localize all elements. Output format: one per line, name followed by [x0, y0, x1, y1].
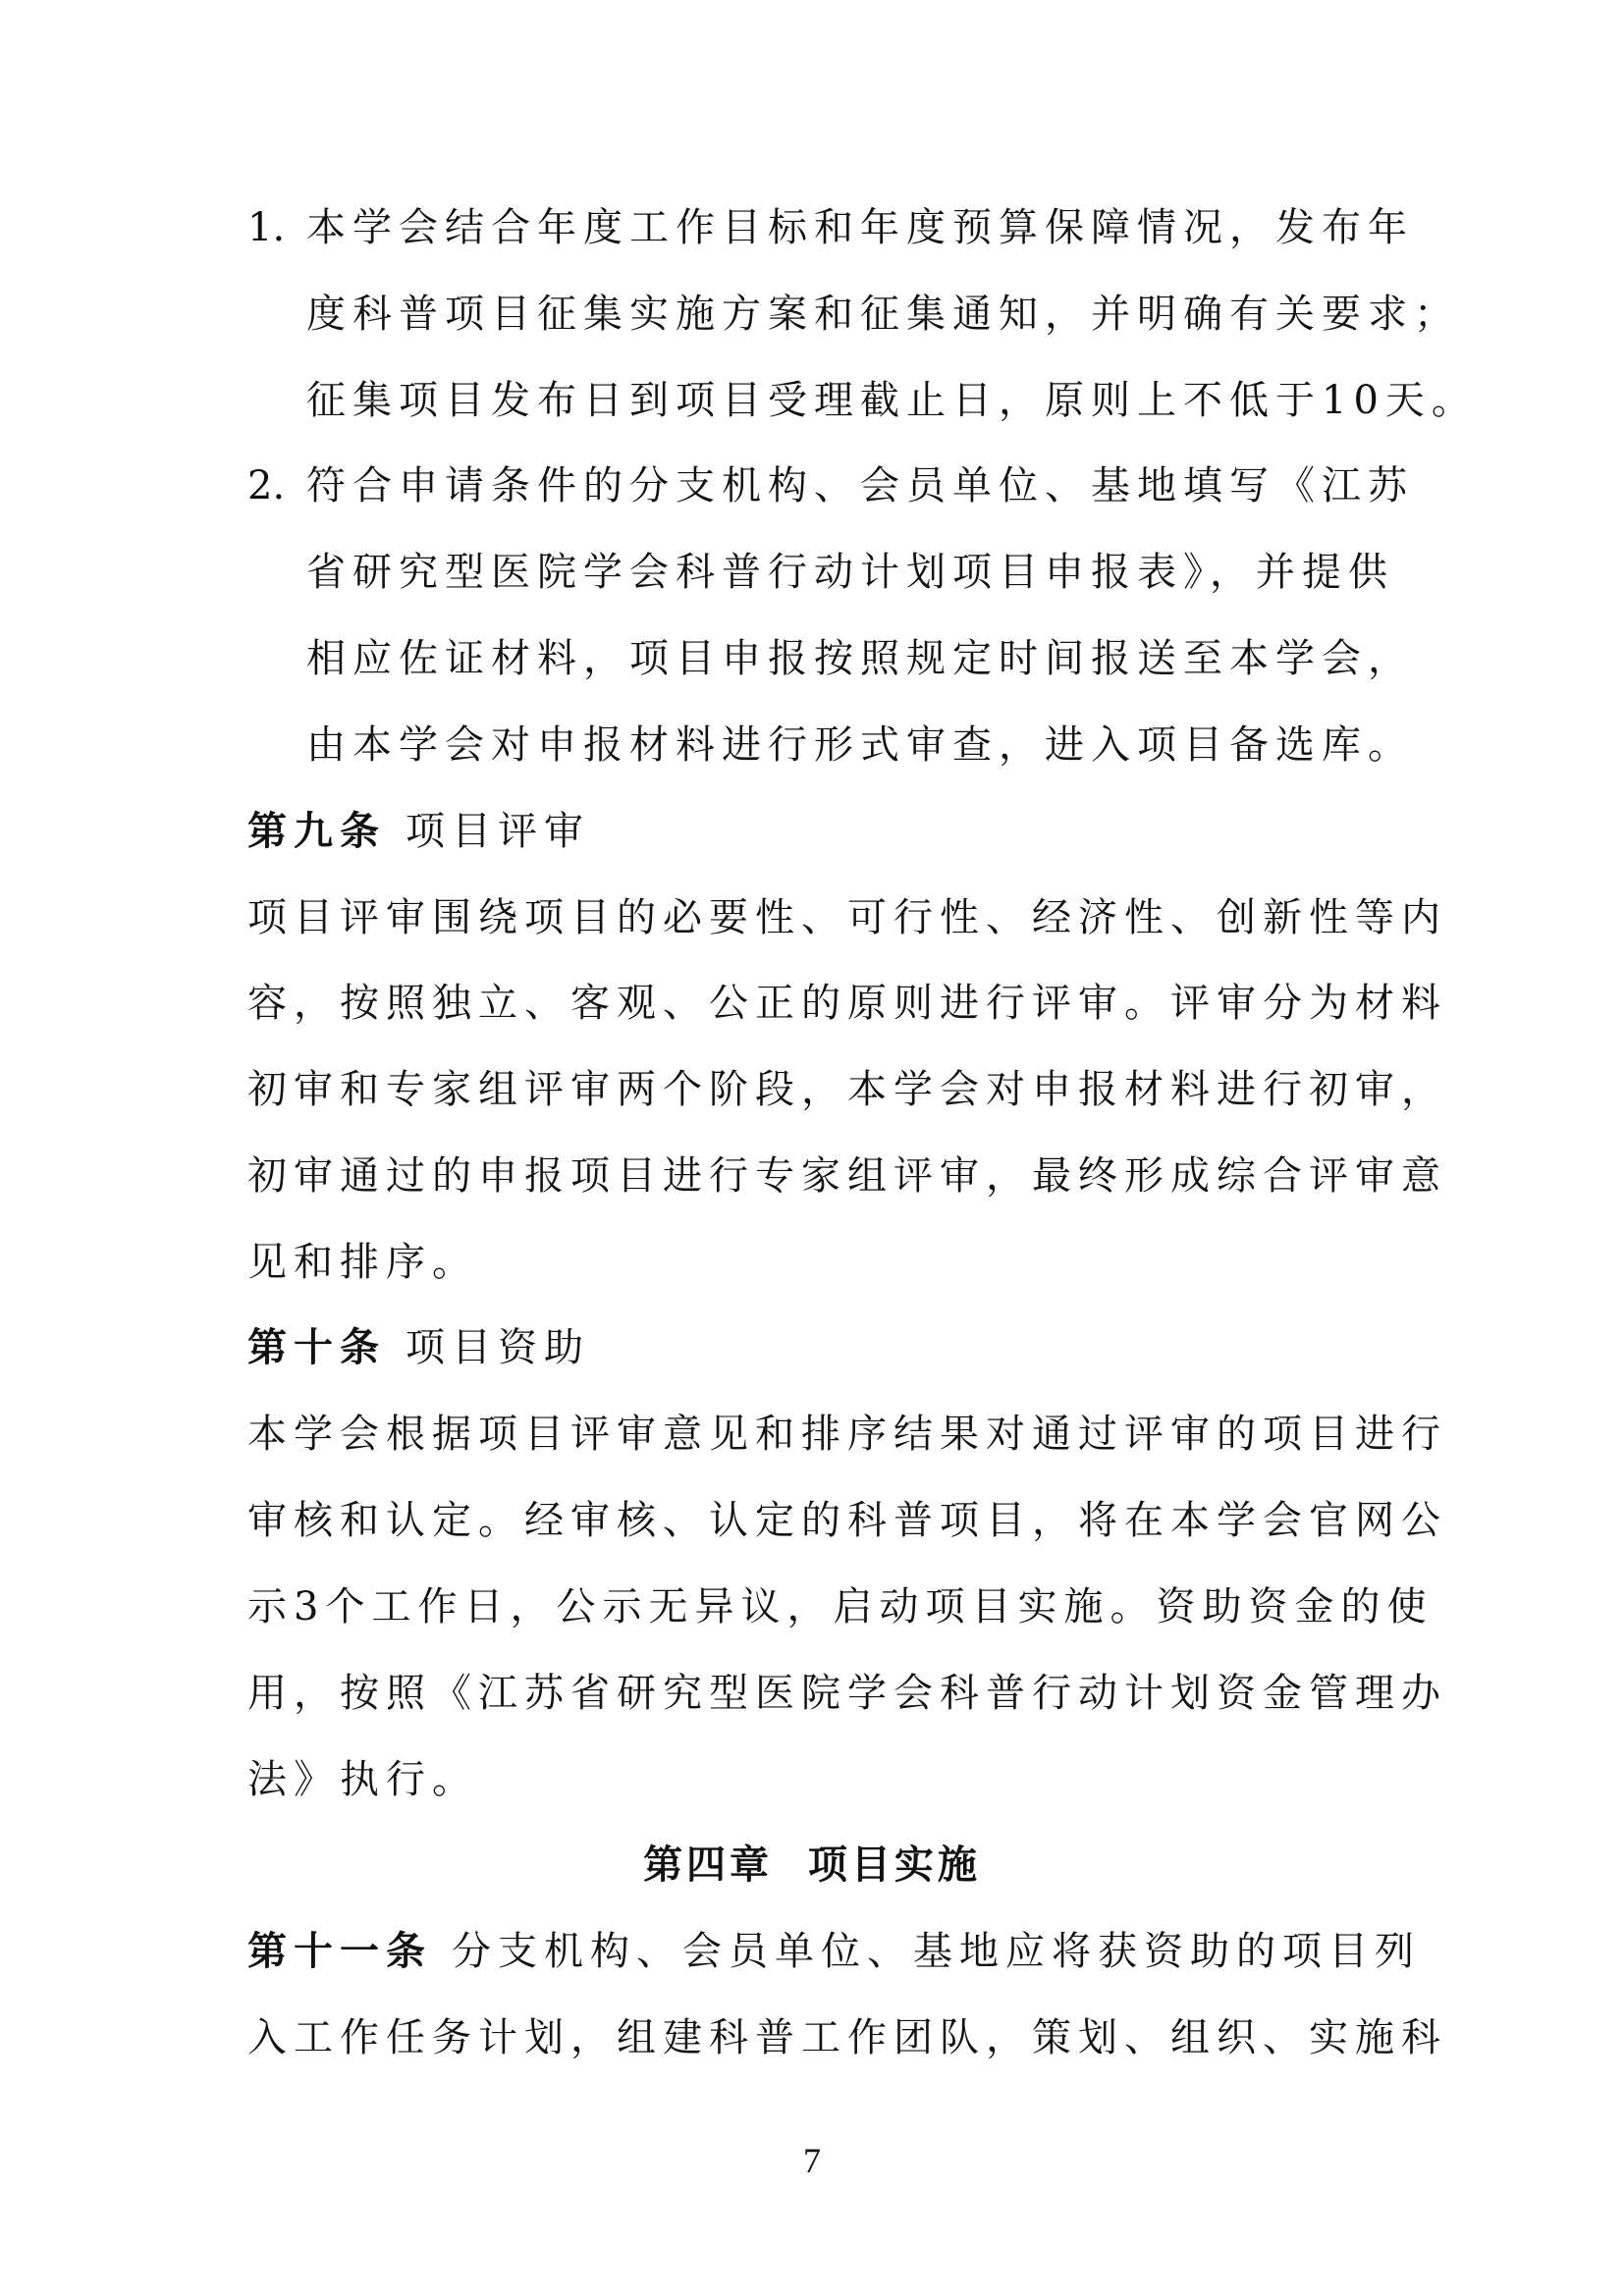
item2-line-1: 符合申请条件的分支机构、会员单位、基地填写《江苏	[306, 463, 1414, 508]
article9-line-1: 项目评审围绕项目的必要性、可行性、经济性、创新性等内	[247, 895, 1447, 940]
article11-first-line-text: 分支机构、会员单位、基地应将获资助的项目列	[452, 1929, 1421, 1974]
article9-line-2: 容，按照独立、客观、公正的原则进行评审。评审分为材料	[247, 981, 1447, 1026]
item2-line-3: 相应佐证材料，项目申报按照规定时间报送至本学会，	[306, 636, 1414, 681]
article10-line-1: 本学会根据项目评审意见和排序结果对通过评审的项目进行	[247, 1412, 1447, 1457]
article10-line-4: 用，按照《江苏省研究型医院学会科普行动计划资金管理办	[247, 1671, 1447, 1716]
article9-heading	[247, 802, 1386, 861]
item1-line-1: 本学会结合年度工作目标和年度预算保障情况，发布年	[306, 205, 1414, 250]
article11-line-2: 入工作任务计划，组建科普工作团队，策划、组织、实施科	[247, 2015, 1447, 2060]
article10-line-3: 示3个工作日，公示无异议，启动项目实施。资助资金的使	[247, 1584, 1434, 1629]
item2-line-2: 省研究型医院学会科普行动计划项目申报表》，并提供	[306, 550, 1394, 595]
article9-label: 第九条	[247, 808, 386, 854]
page-number: 7	[803, 2141, 821, 2180]
item2-line-4: 由本学会对申报材料进行形式审查，进入项目备选库。	[306, 722, 1414, 768]
article10-line-5: 法》执行。	[247, 1757, 478, 1802]
article9-title: 项目评审	[406, 809, 590, 854]
article11-label: 第十一条	[247, 1928, 432, 1974]
article11-line-1	[247, 1922, 1421, 1981]
article9-line-3: 初审和专家组评审两个阶段，本学会对申报材料进行初审，	[247, 1067, 1447, 1112]
item1-line-3: 征集项目发布日到项目受理截止日，原则上不低于10天。	[306, 378, 1478, 423]
article10-label: 第十条	[247, 1324, 386, 1370]
list-number-2: 2.	[247, 463, 286, 508]
list-number-1: 1.	[247, 205, 286, 250]
article10-line-2: 审核和认定。经审核、认定的科普项目，将在本学会官网公	[247, 1498, 1447, 1543]
article9-line-5: 见和排序。	[247, 1240, 478, 1285]
article10-heading	[247, 1318, 1386, 1377]
item1-line-2: 度科普项目征集实施方案和征集通知，并明确有关要求；	[306, 292, 1460, 337]
article9-line-4: 初审通过的申报项目进行专家组评审，最终形成综合评审意	[247, 1153, 1447, 1199]
article10-title: 项目资助	[406, 1325, 590, 1370]
chapter-heading: 第四章 项目实施	[643, 1842, 981, 1888]
